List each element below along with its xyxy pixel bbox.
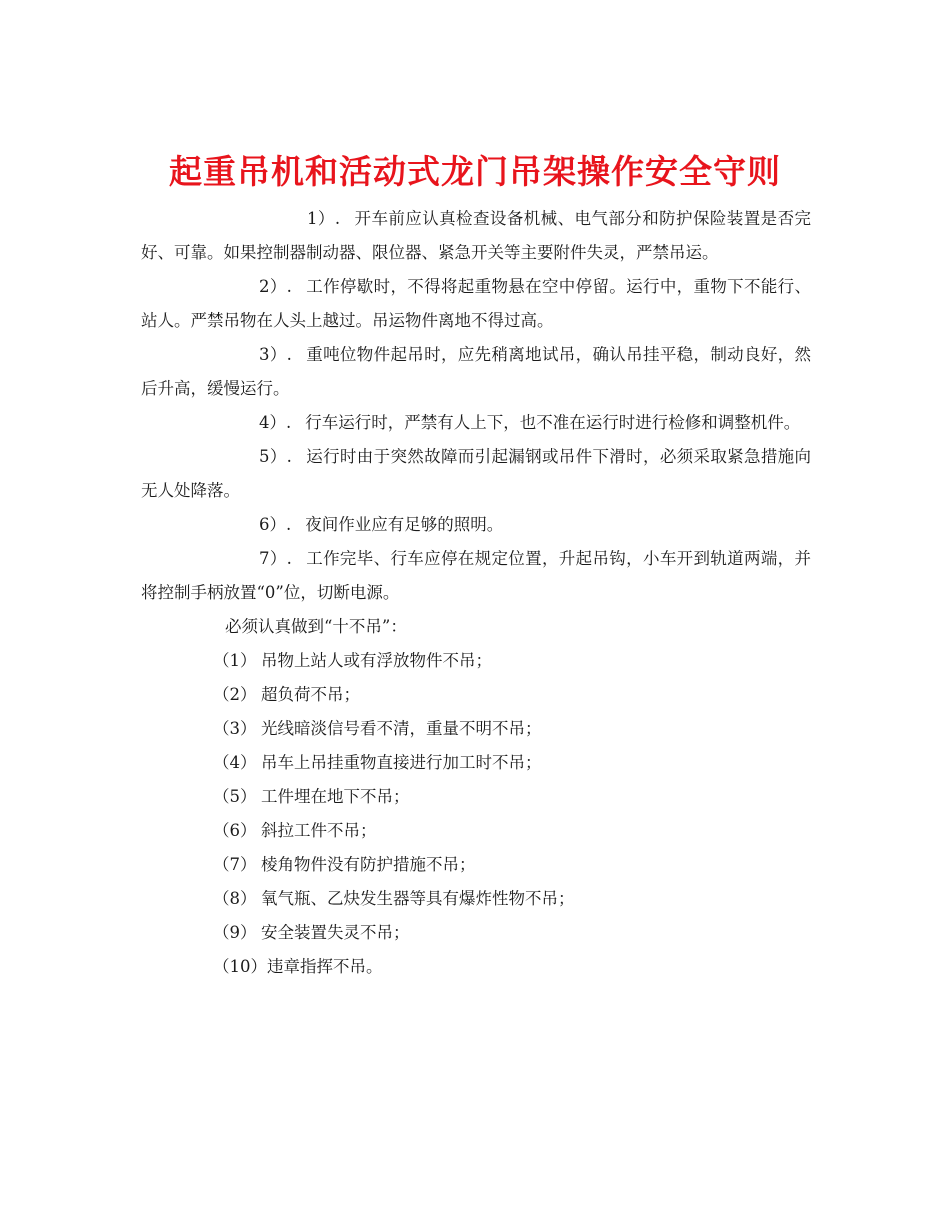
paragraph-text: 夜间作业应有足够的照明。 — [305, 515, 504, 534]
rule-number: （3） — [213, 719, 257, 738]
rule-text: 棱角物件没有防护措施不吊； — [261, 855, 476, 874]
paragraph-text: 行车运行时，严禁有人上下，也不准在运行时进行检修和调整机件。 — [305, 413, 801, 432]
paragraph-5 — [141, 440, 811, 508]
paragraph-text: 工作完毕、行车应停在规定位置，升起吊钩，小车开到轨道两端，并将控制手柄放置“0”位，切断电源。 — [141, 549, 811, 602]
rule-text: 超负荷不吊； — [261, 685, 360, 704]
list-item — [141, 644, 811, 678]
paragraph-text: 开车前应认真检查设备机械、电气部分和防护保险装置是否完好、可靠。如果控制器制动器、限位器、紧急开关等主要附件失灵，严禁吊运。 — [141, 209, 811, 262]
ten-rules-list — [141, 644, 811, 984]
rule-number: （1） — [213, 651, 257, 670]
paragraph-7 — [141, 542, 811, 610]
list-item — [141, 712, 811, 746]
paragraph-4 — [141, 406, 811, 440]
list-item — [141, 814, 811, 848]
paragraph-text: 运行时由于突然故障而引起漏钢或吊件下滑时，必须采取紧急措施向无人处降落。 — [141, 447, 811, 500]
rule-text: 氧气瓶、乙炔发生器等具有爆炸性物不吊； — [261, 889, 575, 908]
paragraph-number: 2）. — [259, 277, 292, 296]
rule-text: 吊物上站人或有浮放物件不吊； — [261, 651, 492, 670]
rule-number: （6） — [213, 821, 257, 840]
paragraph-1 — [141, 202, 811, 270]
paragraph-number: 7）. — [259, 549, 292, 568]
list-item — [141, 848, 811, 882]
list-item — [141, 950, 811, 984]
paragraph-text: 工作停歇时，不得将起重物悬在空中停留。运行中，重物下不能行、站人。严禁吊物在人头上越过。吊运物件离地不得过高。 — [141, 277, 811, 330]
paragraph-number: 6）. — [259, 515, 292, 534]
document-body — [141, 202, 811, 984]
paragraph-3 — [141, 338, 811, 406]
rule-text: 吊车上吊挂重物直接进行加工时不吊； — [261, 753, 542, 772]
rule-number: （2） — [213, 685, 257, 704]
list-item — [141, 678, 811, 712]
rule-text: 工件埋在地下不吊； — [261, 787, 410, 806]
rule-text: 光线暗淡信号看不清，重量不明不吊； — [261, 719, 542, 738]
paragraph-number: 5）. — [259, 447, 292, 466]
list-item — [141, 746, 811, 780]
rule-number: （5） — [213, 787, 257, 806]
rule-text: 斜拉工件不吊； — [261, 821, 377, 840]
paragraph-text: 重吨位物件起吊时，应先稍离地试吊，确认吊挂平稳，制动良好，然后升高，缓慢运行。 — [141, 345, 811, 398]
document-title: 起重吊机和活动式龙门吊架操作安全守则 — [169, 152, 781, 192]
rule-text: 违章指挥不吊。 — [267, 957, 383, 976]
rule-number: （8） — [213, 889, 257, 908]
ten-rules-intro: 必须认真做到“十不吊”： — [225, 617, 407, 636]
rule-number: （10） — [213, 957, 267, 976]
rule-text: 安全装置失灵不吊； — [261, 923, 410, 942]
rule-number: （9） — [213, 923, 257, 942]
rule-number: （4） — [213, 753, 257, 772]
paragraph-number: 4）. — [259, 413, 292, 432]
list-item — [141, 916, 811, 950]
rule-number: （7） — [213, 855, 257, 874]
paragraph-6 — [141, 508, 811, 542]
paragraph-number: 1）. — [307, 209, 341, 228]
list-item — [141, 882, 811, 916]
paragraph-2 — [141, 270, 811, 338]
paragraph-number: 3）. — [259, 345, 292, 364]
list-item — [141, 780, 811, 814]
